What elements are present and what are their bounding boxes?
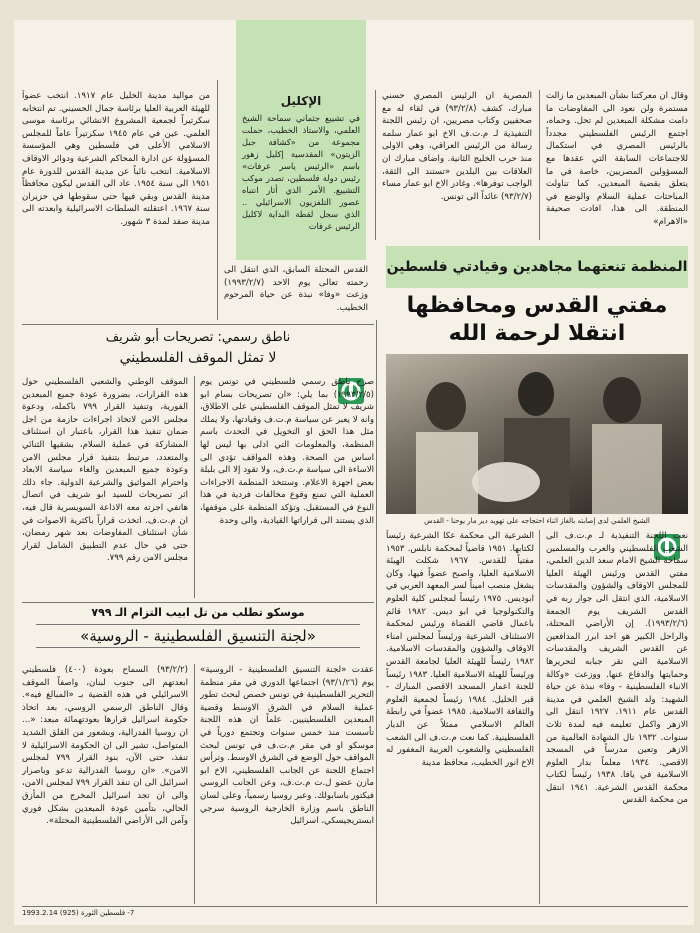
- mid-bottom-text: الشرعية الى محكمة عكا الشرعية رئيساً لكتابها. ١٩٥١ قاضياً لمحكمة نابلس. ١٩٥٣ مفتياً للقدس. ١٩٦٧ شكلت الهيئة الاسلامية العليا، واصبح عضواً فيها، وكان يشغل منصب اميناً لسر المعهد العربي في ابوديس. ١٩٧٥ رئيساً لمجلس كلية العلوم والتكنولوجيا في ابو ديس. ١٩٨٢ قائم باعمال قاضي القضاة ورئيس لمحكمة الاستئناف الشرعية ورئيساً لمجلس امناء الاوقاف والشؤون والمقدسات الاسلامية. ١٩٨٢ رئيساً للهيئة العليا لجامعة القدس ورئيساً للهيئة الاسلامية العليا. ١٩٨٣ رئيساً للجنة اعمار المسجد الاقصى المبارك - قبر الخليل. ١٩٨٤ رئيساً لجمعية العلوم والثقافة الاسلامية. ١٩٨٥ عضواً في رابطة العالم الاسلامي ممثلاً عن الديار الفلسطينية. كما نعت م.ت.ف الى الشعب الفلسطيني والشعوب العربية المغفور له الاخ انور الخطيب، محافظ مدينة: [386, 531, 534, 768]
- green-banner-text: المنظمة تنعتهما مجاهدين وقيادتي فلسطين: [386, 259, 688, 275]
- right-bottom-column: [546, 530, 688, 904]
- center-top-column: [382, 90, 532, 242]
- footer-rule: [22, 906, 688, 907]
- article3-left-column: [22, 664, 188, 904]
- photo-figures: [386, 354, 688, 514]
- right-top-text: وقال ان معركتنا بشأن المبعدين ما زالت مستمرة ولن نعود الى المفاوضات ما دامت مشكلة المبعدين لم تحل. وحماه، اجتمع الرئيس الفلسطيني مجدداً بالرئيس المصري في استكمال للاجتماعات السابقة التي عقدها مع المسؤولين المصريين، خاصة في ما يتعلق بقضية المبعدين، كما تناولت المباحثات عملية السلام والوضع في المنطقة. الى هذا، افادت صحيفة «الاهرام»: [546, 91, 688, 227]
- garland-box-title: الإكليل: [280, 94, 322, 108]
- article3-headline-main: «لجنة التنسيق الفلسطينية - الروسية»: [36, 624, 360, 648]
- article3-left-text: (٩٣/٢/٢) السماح بعودة (٤٠٠) فلسطيني ابعدتهم الى جنوب لبنان، واصفاً الموقف الاسرائيلي في هذه القضية بـ «المبالغ فيه». وقال الناطق الرسمي الروسي، بعد اتخاذ حكومة اسرائيل قرارها بعودتهمائة مبعد: «... ان روسيا الفدرالية، وبشعور من القلق الشديد المتواصل، تشير الى ان الحكومة الاسرائيلية لا تنفذ، حتى الآن، بنود القرار ٧٩٩ لمجلس الامن». «ان روسيا الفدرالية تدعو وباصرار اسرائيل الى ان تنفذ القرار ٧٩٩ لمجلس الامن، والى ان تجد اسرائيل المخرج من المأزق الحالي، بتأمين عودة المبعدين بشكل فوري وآمن الى الأراضي الفلسطينية المحتلة».: [22, 665, 188, 827]
- article2-headline2: لا تمثل الموقف الفلسطيني: [119, 350, 277, 366]
- main-headline-line2: انتقلا لرحمة الله: [448, 321, 626, 346]
- green-banner: [386, 246, 688, 288]
- article2-headline1: ناطق رسمي: تصريحات أبو شريف: [105, 330, 291, 345]
- article3-right-column: [200, 664, 374, 904]
- mid-top-text: القدس المحتلة السابق، الذي انتقل الى رحمته تعالى يوم الاحد (١٩٩٣/٢/٧) وزعت «وفا» نبذة عن حياة المرحوم الخطيب.: [224, 265, 368, 313]
- article3-subhead: موسكو تطلب من تل ابيب التزام الـ ٧٩٩: [91, 606, 305, 619]
- article2-right-text: صرح ناطق رسمي فلسطيني في تونس يوم (١٩٩٣/٢/٥) بما يلي: «ان تصريحات بسام ابو شريف لا تمثل الموقف الفلسطيني على الاطلاق، وانه لا يعبر عن سياسة م.ت.ف وقيادتها، ولا يملك مثل هذا الحق او التخويل في التحدث باسم المنظمة، والمعلومات التي ادلى بها ليس لها اساس من الصحة. وهذه المواقف تؤدي الى الاساءة الى سياسة م.ت.ف، ولا تقود إلا الى بلبلة بعض اجهزة الاعلام. وستتخذ المنظمة الاجراءات العملية التي تمنع وقوع مخالفات فردية في هذا النوع في المستقبل. وتؤكد المنظمة على موقفها، الذي يستند الى قراراتها القيادية، والى وحدة: [200, 377, 374, 526]
- garland-box-body: في تشييع جثماني سماحة الشيخ العلمي، والاستاذ الخطيب، حملت مجموعة من «كشافة جبل الزيتون» المقدسية إكليل زهور باسم «الرئيس ياسر عرفات» رئيس دولة فلسطين، تصدر موكب التشييع. الأمر الذي أثار انتباه عصور التلفزيون الاسرائيلي .. الذي سجل لقطة البداية لاكليل الرئيس عرفات: [242, 113, 360, 231]
- divider: [194, 376, 195, 598]
- divider: [375, 90, 376, 240]
- divider: [22, 324, 374, 325]
- divider: [376, 320, 377, 904]
- article2-right-column: [200, 376, 374, 598]
- photo-caption: الشيخ العلمي لدى إصابته بالغاز اثناء احتجاجه على تهويد دير مار يوحنا - القدس: [424, 517, 650, 525]
- main-headline-line1: مفتي القدس ومحافظها: [406, 293, 668, 318]
- center-top-text: المصرية ان الرئيس المصري حسني مبارك، كشف (٩٣/٢/٨) في لقاء له مع صحفيين وكتاب مصريين، ان رئيس اللجنة التنفيذية لـ م.ت.ف الاخ ابو عمار سلمه رسالة من الرئيس العراقي، وهي الاولى منذ حرب الخليج الثانية. واضاف مبارك ان العلاقات بين البلدين «تستند الى الثقة، الواجب توفرها». وغادر الاخ ابو عمار مساء (٩٣/٢/٧) عائداً الى تونس.: [382, 91, 532, 202]
- divider: [539, 530, 540, 904]
- divider: [539, 90, 540, 240]
- garland-box: [236, 20, 366, 260]
- news-photo: [386, 354, 688, 514]
- article2-left-column: [22, 376, 188, 598]
- right-bottom-text: نعت اللجنة التنفيذية لـ م.ت.ف الى الشعب الفلسطيني والعرب والمسلمين سماحة الشيخ الامام سعد الدين العلمي، مفتي القدس ورئيس الهيئة العليا للمجلس الاوقاف والشؤون والمقدسات الاسلامية، الذي انتقل الى جوار ربه في القدس الشريف يوم الجمعة (١٩٩٣/٢/٦). إن الأراضي المحتلة، والراحل الكبير هو احد ابرز المدافعين عن القدس الشريف والمقدسات الاسلامية التي تقر جبابه لتحريرها وحمايتها والدفاع عنها. ووزعت «وكالة الانباء الفلسطينية - وفا» نبذة عن حياة الشهيد: ولد الشيخ العلمي في مدينة القدس عام ١٩١١. ١٩٢٧ انتقل الى الازهر واكمل تعليمه فيه لمدة ثلاث سنوات. ١٩٣٢ نال الشهادة العالمية من الازهر وتعين مدرساً في المسجد الاقصى. ١٩٣٤ معلماً بدار العلوم الاسلامية في يافا. ١٩٣٨ رئيساً لكتاب محكمة القدس الشرعية. ١٩٤١ انتقل من محكمة القدس: [546, 531, 688, 806]
- article2-headline: [22, 328, 374, 372]
- main-headline: [386, 292, 688, 348]
- article3-right-text: عقدت «لجنة التنسيق الفلسطينية - الروسية» يوم (٩٣/١/٢٦) اجتماعها الدوري في مقر منظمة التحرير الفلسطينية في تونس خصص لبحث تطور عملية السلام في الشرق الاوسط وقضية المبعدين الفلسطينيين. علماً ان هذه اللجنة تأسست منذ خمس سنوات وتجتمع دورياً في موسكو او في مقر م.ت.ف في تونس لبحث المواقف حول الوضع في الشرق الاوسط. وترأس اجتماع اللجنة عن الجانب الفلسطيني، الاخ ابو مازن عضو ل.ت م.ت.ف، وعن الجانب الروسي فيكتور باسابولك. وعبر روسيا رسمياً، وعلى لسان الناطق باسم وزارة الخارجية الروسية سرجي ابستريجيسكي، اسرائيل: [200, 665, 374, 827]
- divider: [217, 80, 218, 320]
- mid-top-column: [224, 264, 368, 320]
- article3-headline: [22, 604, 374, 660]
- page-footer: 7- فلسطين الثورة (925) 1993.2.14: [22, 909, 135, 917]
- article2-left-text: الموقف الوطني والشعبي الفلسطيني حول هذه القرارات، بضرورة عودة جميع المبعدين الفورية، وتنفيذ القرار ٧٩٩ باكمله، ودعوة مجلس الامن لاتخاذ اجراءات حازمة من اجل ضمان تنفيذ هذا القرار، باعتبار ان استئناف المشاركة في عملية السلام، بشقيها الثنائي والمتعدد، مرتبط بتنفيذ قرار مجلس الامن وعودة جميع المبعدين والغاء سياسة الابعاد واحترام المواثيق والشرعية الدولية. جاء ذلك اثر تصريحات للسيد ابو شريف في اتصال هاتفي اجرته معه الاذاعة السويسرية قال فيه، ان م.ت.ف. اتخذت قراراً باكثرية الاصوات في شأن استئناف المفاوضات بعد شهر رمضان، حتى في حال عدم التطبيق الشامل لقرار مجلس الامن رقم ٧٩٩.: [22, 377, 188, 564]
- newspaper-page: [14, 20, 694, 925]
- divider: [194, 664, 195, 904]
- divider: [22, 602, 374, 603]
- left-top-column: [22, 90, 210, 316]
- left-top-text: من مواليد مدينة الخليل عام ١٩١٧. انتخب عضواً للهيئة العربية العليا برئاسة جمال الحسيني. تم انتخابه سكرتيراً لجمعية المشروع الانشائي برئاسة موسى العلمي. عين في عام ١٩٤٥ سكرتيراً عاماً للمجلس الاسلامي الأعلى في فلسطين وهي المؤسسة المسؤولة عن ادارة المحاكم الشرعية ودوائر الاوقاف الاسلامية. انتخب نائباً عن مدينة القدس للدورة عام ١٩٥١ الى سنة ١٩٥٤. عاد الى القدس ليكون محافظاً مدينة القدس وبقي فيها حتى سقوطها في حزيران سنة ١٩٦٧. اعتقلته السلطات الاسرائيلية وابعدته الى مدينة صفد لمدة ٣ شهور.: [22, 91, 210, 227]
- mid-bottom-column: [386, 530, 534, 904]
- right-top-column: [546, 90, 688, 242]
